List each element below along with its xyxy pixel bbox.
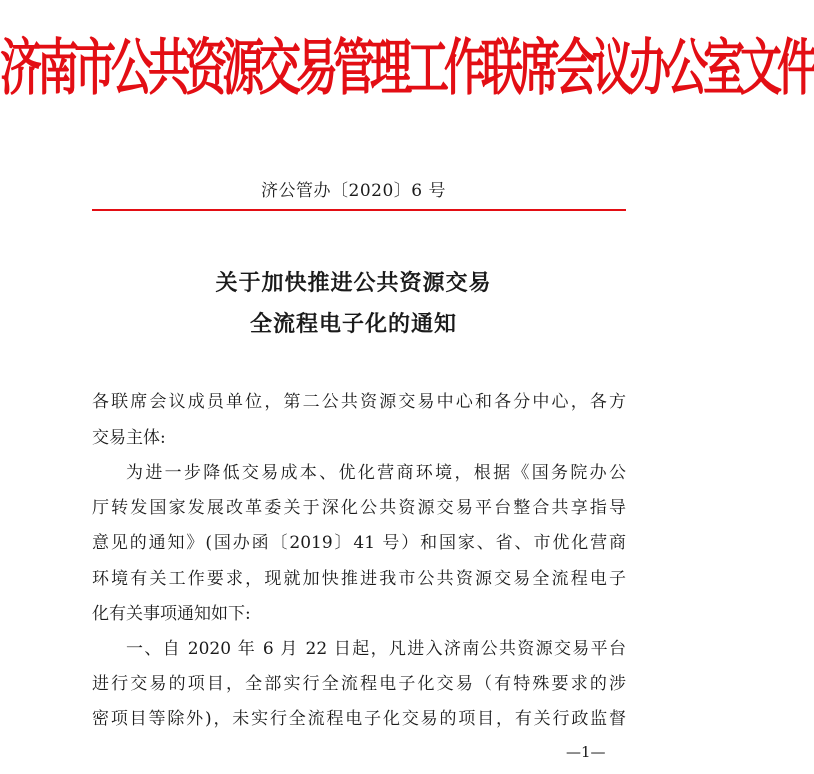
paragraph-2-line-1: 一、自 2020 年 6 月 22 日起，凡进入济南公共资源交易平台 — [126, 639, 626, 659]
paragraph-1-line-4: 环境有关工作要求，现就加快推进我市公共资源交易全流程电子 — [92, 569, 626, 589]
paragraph-1-line-2: 厅转发国家发展改革委关于深化公共资源交易平台整合共享指导 — [92, 498, 626, 518]
addressee-line-1: 各联席会议成员单位，第二公共资源交易中心和各分中心，各方 — [92, 392, 626, 412]
red-divider-rule — [92, 209, 626, 211]
paragraph-1-line-5: 化有关事项通知如下: — [92, 604, 251, 624]
page-number: —1— — [566, 743, 606, 761]
paragraph-1-line-1: 为进一步降低交易成本、优化营商环境，根据《国务院办公 — [126, 463, 626, 483]
document-number: 济公管办〔2020〕6 号 — [261, 181, 446, 201]
paragraph-1-line-3: 意见的通知》(国办函〔2019〕41 号）和国家、省、市优化营商 — [92, 533, 626, 553]
document-title-line-1: 关于加快推进公共资源交易 — [215, 270, 492, 296]
document-title-line-2: 全流程电子化的通知 — [249, 311, 457, 337]
issuer-header: 济南市公共资源交易管理工作联席会议办公室文件 — [0, 31, 814, 103]
addressee-line-2: 交易主体: — [92, 428, 166, 448]
paragraph-2-line-2: 进行交易的项目，全部实行全流程电子化交易（有特殊要求的涉 — [92, 674, 626, 694]
paragraph-2-line-3: 密项目等除外)，未实行全流程电子化交易的项目，有关行政监督 — [92, 709, 626, 729]
